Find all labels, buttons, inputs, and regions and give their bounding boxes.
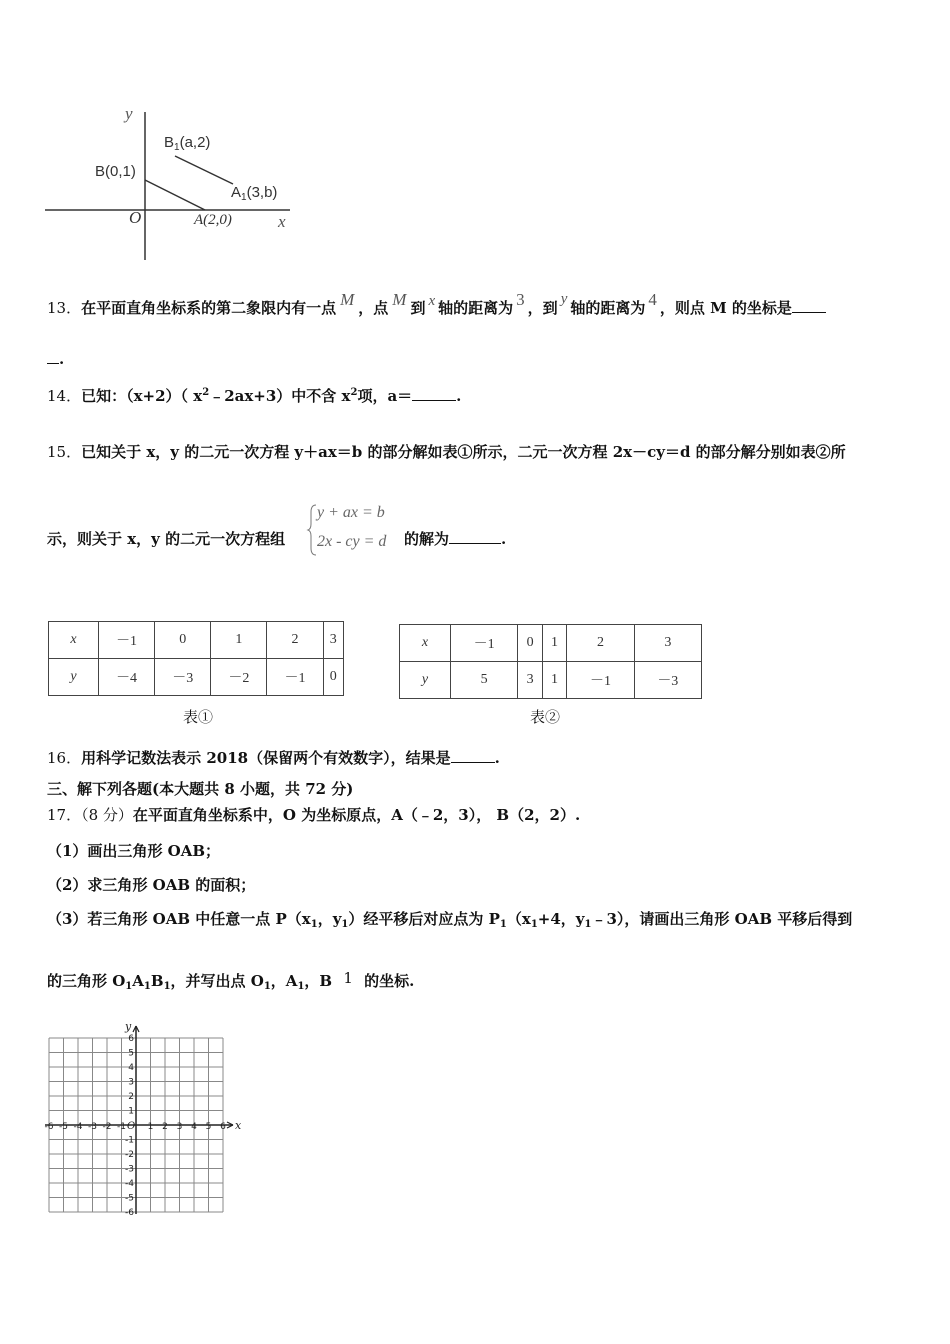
x-tick-label: -2 (102, 1122, 112, 1132)
q17-sub-1: （1）画出三角形 OAB； (47, 842, 221, 860)
answer-blank[interactable] (412, 400, 456, 401)
table-row (400, 662, 702, 699)
x-axis-label: x (278, 212, 286, 231)
point-b1-label: $B_1(a,2)$ (164, 134, 211, 153)
y-tick-label: -1 (125, 1135, 134, 1146)
table-cell: x (49, 622, 99, 659)
q14-text-2: ﹣2ax+3）中不含 x (209, 387, 351, 405)
q17-sub-3-cont: 的三角形 $O_1A_1B_1$，并写出点 $O_1$，$A_1$，B 1 的坐标. (47, 969, 415, 992)
y-tick-label: 4 (128, 1063, 134, 1073)
q15-line-2a: 示，则关于 x，y 的二元一次方程组 (47, 530, 286, 548)
figure-axes (40, 100, 300, 265)
coordinate-grid (42, 1014, 247, 1234)
q13-var-y: y (560, 291, 568, 307)
x-tick-label: 6 (220, 1122, 226, 1132)
origin-label: O (127, 1121, 136, 1132)
table-cell: 1 (542, 625, 566, 662)
question-number: 13． (47, 299, 82, 317)
table-cell: y (400, 662, 451, 699)
table-cell: 1 (542, 662, 566, 699)
question-13 (47, 290, 907, 319)
table-2 (399, 624, 702, 699)
x-tick-label: -3 (88, 1122, 97, 1132)
q13-text-7: ，则点 M 的坐标是 (659, 299, 792, 317)
q13-text-2: ，点 (358, 299, 389, 317)
table-cell: －3 (634, 662, 701, 699)
q13-text-5: ，到 (527, 299, 558, 317)
x-tick-label: -4 (73, 1122, 83, 1132)
q15-line-2-end (404, 529, 506, 549)
equation-1: y + ax = b (317, 504, 385, 521)
question-15 (47, 442, 846, 462)
question-17 (47, 805, 580, 825)
q15-line-1: 已知关于 x，y 的二元一次方程 y＋ax＝b 的部分解如表①所示，二元一次方程 2x－cy＝d 的部分解分别如表②所 (81, 443, 846, 461)
table-cell: 2 (267, 622, 323, 659)
equation-2: 2x - cy = d (317, 533, 387, 550)
q14-sup-1: 2 (202, 387, 210, 398)
q14-text-1: 已知：（x+2）（ x (81, 387, 203, 405)
q15-line-2 (47, 529, 285, 549)
table-row (400, 625, 702, 662)
point-b-label: B(0,1) (95, 163, 136, 180)
q13-num-3: 3 (516, 290, 525, 309)
q17-sub-2: （2）求三角形 OAB 的面积； (47, 876, 256, 894)
table-cell: 1 (211, 622, 267, 659)
x-tick-label: -1 (117, 1122, 126, 1132)
q13-text-6: 轴的距离为 (570, 299, 646, 317)
x-tick-label: 5 (205, 1122, 212, 1132)
y-tick-label: -3 (125, 1164, 134, 1175)
y-tick-label: -5 (125, 1193, 134, 1204)
y-tick-label: 6 (128, 1034, 134, 1044)
q13-continuation (47, 349, 64, 369)
q15-tail: . (501, 530, 507, 548)
table-cell: －1 (451, 625, 518, 662)
y-tick-label: -2 (125, 1150, 134, 1160)
q13-text-1: 在平面直角坐标系的第二象限内有一点 (81, 299, 337, 317)
point-a1-label: $A_1(3,b)$ (231, 184, 278, 203)
q16-text: 用科学记数法表示 2018（保留两个有效数字），结果是 (81, 749, 451, 767)
question-14 (47, 383, 461, 406)
table-cell: 3 (518, 662, 542, 699)
answer-blank-cont[interactable] (47, 363, 59, 364)
answer-blank[interactable] (792, 312, 826, 313)
table-cell: 3 (634, 625, 701, 662)
q13-tail: . (59, 350, 65, 368)
q17-sub-3: （3）若三角形 OAB 中任意一点 $P(x_1$，$y_1$）经平移后对应点为 $P_1(x_1+4$，$y_1﹣3$），请画出三角形 OAB 平移后得到 (47, 910, 853, 930)
table-cell: －2 (211, 659, 267, 696)
table-cell: 0 (155, 622, 211, 659)
table-cell: 0 (518, 625, 542, 662)
y-tick-label: 1 (128, 1106, 134, 1117)
y-tick-label: 2 (128, 1092, 134, 1102)
table-cell: －1 (567, 662, 634, 699)
table-row (49, 622, 344, 659)
table-2-caption: 表② (530, 708, 561, 726)
q14-tail: . (456, 387, 462, 405)
q13-text-3: 到 (410, 299, 426, 317)
x-tick-label: 3 (176, 1122, 183, 1132)
q14-text-3: 项，a＝ (357, 387, 413, 405)
q15-line-2b: 的解为 (404, 530, 450, 548)
table-cell: 2 (567, 625, 634, 662)
answer-blank[interactable] (449, 543, 501, 544)
equation-system (306, 502, 406, 558)
table-1 (48, 621, 344, 696)
question-number: 14． (47, 387, 82, 405)
q14-sup-2: 2 (350, 387, 358, 398)
x-tick-label: -6 (44, 1122, 54, 1132)
question-16 (47, 748, 500, 768)
answer-blank[interactable] (451, 762, 495, 763)
grid-svg (42, 1014, 247, 1234)
table-row (49, 659, 344, 696)
y-tick-label: -4 (125, 1179, 134, 1189)
section-heading: 三、解下列各题(本大题共 8 小题，共 72 分) (47, 780, 354, 798)
q13-var-m: M (340, 290, 355, 309)
q17-text: 在平面直角坐标系中，O 为坐标原点，A（﹣2，3）， B（2，2）. (132, 806, 581, 824)
y-tick-label: 3 (128, 1077, 134, 1088)
x-tick-label: 1 (147, 1122, 154, 1132)
table-cell: －3 (155, 659, 211, 696)
table-cell: －1 (99, 622, 155, 659)
q13-num-4: 4 (648, 290, 657, 309)
question-number: 17． (47, 806, 82, 824)
q13-var-m2: M (392, 290, 407, 309)
point-a-label: A(2,0) (194, 212, 232, 228)
table-cell: －1 (267, 659, 323, 696)
q17-score: （8 分） (81, 806, 133, 824)
q13-var-x: x (428, 293, 436, 309)
coordinate-figure (40, 100, 300, 265)
table-cell: 3 (323, 622, 343, 659)
q13-text-4: 轴的距离为 (438, 299, 514, 317)
table-1-caption: 表① (183, 708, 214, 726)
table-cell: x (400, 625, 451, 662)
y-axis-label: y (125, 1020, 132, 1033)
table-cell: 5 (451, 662, 518, 699)
x-tick-label: 2 (162, 1122, 168, 1132)
question-number: 16． (47, 749, 82, 767)
table-cell: －4 (99, 659, 155, 696)
x-axis-label: x (235, 1119, 242, 1132)
y-axis-label: y (125, 104, 133, 123)
origin-label: O (129, 208, 142, 227)
x-tick-label: -5 (59, 1122, 68, 1132)
question-number: 15． (47, 443, 82, 461)
table-cell: 0 (323, 659, 343, 696)
y-tick-label: -6 (125, 1208, 134, 1218)
y-tick-label: 5 (128, 1048, 134, 1059)
q16-tail: . (494, 749, 500, 767)
x-tick-label: 4 (191, 1122, 197, 1132)
table-cell: y (49, 659, 99, 696)
